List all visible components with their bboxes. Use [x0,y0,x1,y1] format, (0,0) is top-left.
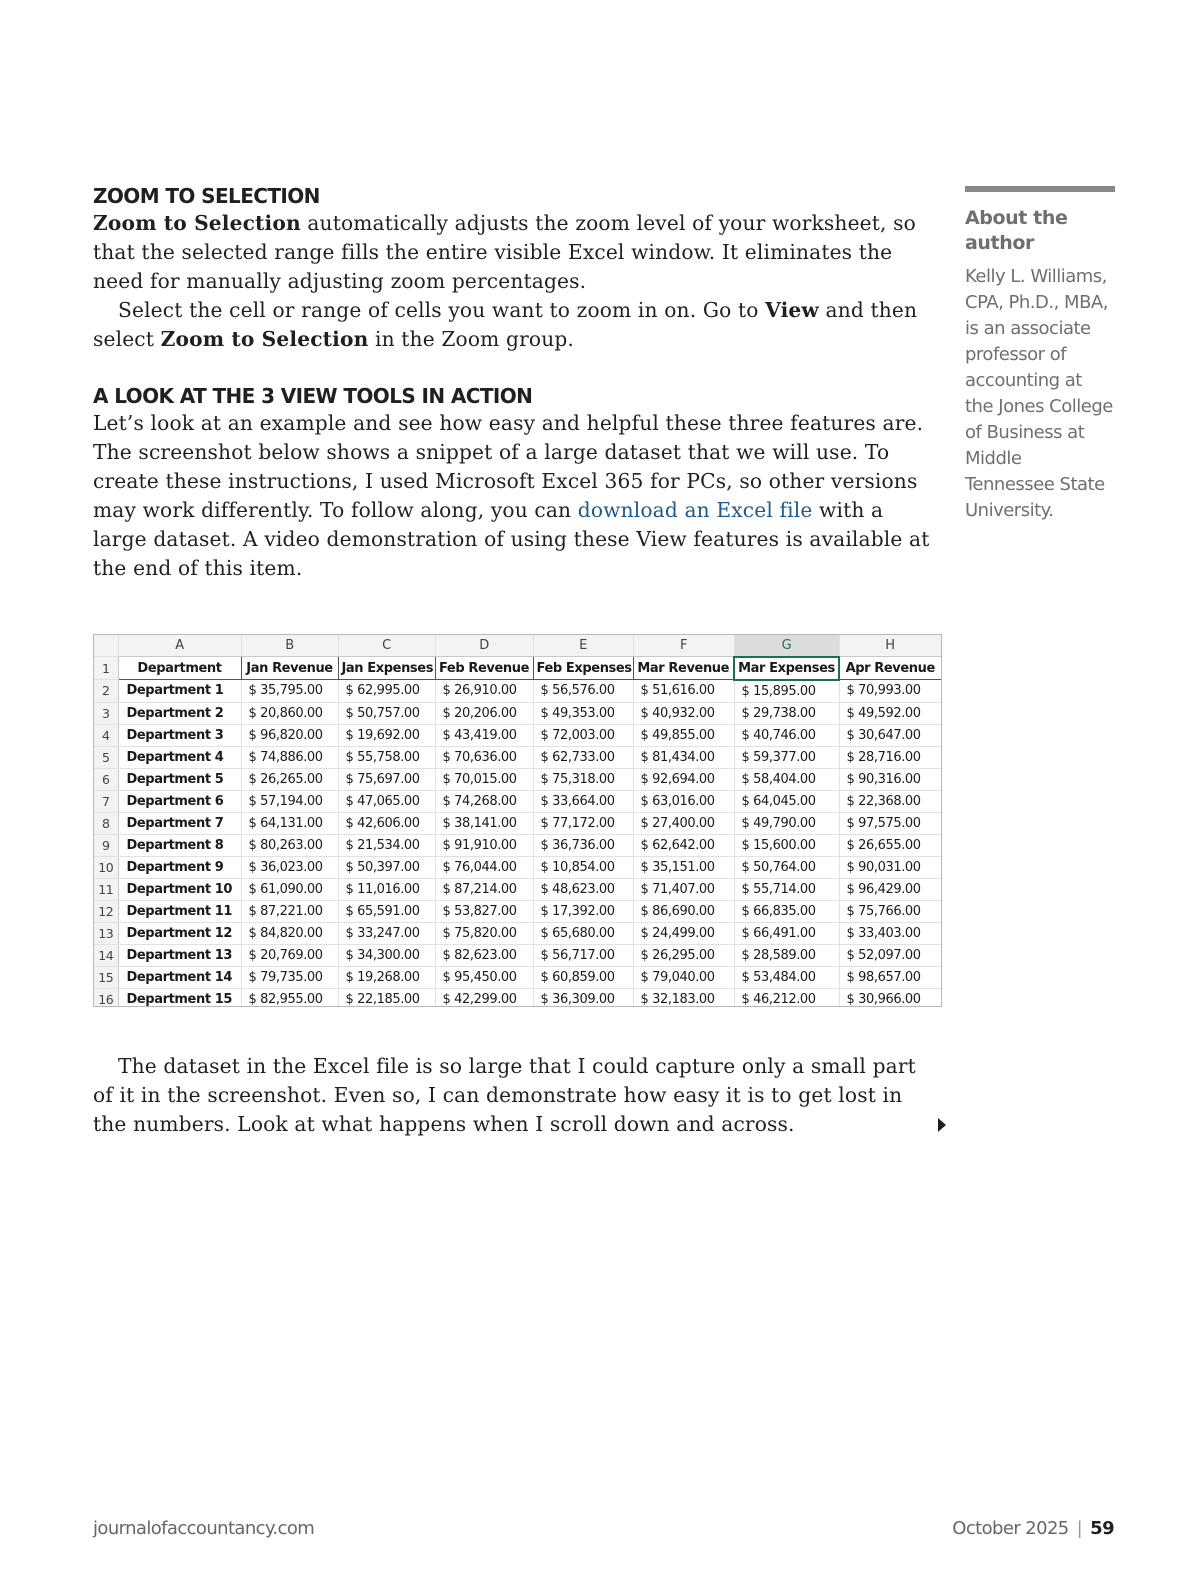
zoom-instructions-paragraph [93,296,938,354]
amount-cell[interactable]: $ 62,995.00 [338,680,435,703]
amount-cell[interactable]: $ 75,820.00 [435,922,533,944]
amount-cell[interactable]: $ 26,910.00 [435,680,533,703]
amount-cell[interactable]: $ 70,636.00 [435,746,533,768]
amount-cell[interactable]: $ 72,003.00 [533,724,633,746]
amount-cell[interactable]: $ 24,499.00 [633,922,734,944]
table-row [94,812,941,834]
amount-cell[interactable]: $ 62,642.00 [633,834,734,856]
amount-cell[interactable]: $ 75,318.00 [533,768,633,790]
amount-cell[interactable]: $ 21,534.00 [338,834,435,856]
table-row [94,724,941,746]
table-row [94,988,941,1007]
column-header-e[interactable]: E [533,635,633,657]
amount-cell[interactable]: $ 55,758.00 [338,746,435,768]
amount-cell[interactable]: $ 28,716.00 [839,746,941,768]
section-heading-zoom-to-selection: ZOOM TO SELECTION [93,184,320,208]
amount-cell[interactable]: $ 84,820.00 [241,922,338,944]
amount-cell[interactable]: $ 56,717.00 [533,944,633,966]
amount-cell[interactable]: $ 95,450.00 [435,966,533,988]
amount-cell[interactable]: $ 32,183.00 [633,988,734,1007]
table-row [94,856,941,878]
row-number[interactable]: 12 [94,900,118,922]
instr-text-1: Select the cell or range of cells you want to zoom in on. Go to [118,298,766,322]
amount-cell[interactable]: $ 49,790.00 [734,812,839,834]
table-row [94,768,941,790]
amount-cell[interactable]: $ 52,097.00 [839,944,941,966]
amount-cell[interactable]: $ 60,859.00 [533,966,633,988]
amount-cell[interactable]: $ 63,016.00 [633,790,734,812]
amount-cell[interactable]: $ 82,623.00 [435,944,533,966]
sidebar-rule [965,186,1115,192]
row-number[interactable]: 14 [94,944,118,966]
about-author-sidebar [965,186,1115,524]
amount-cell[interactable]: $ 10,854.00 [533,856,633,878]
instr-zoom-bold: Zoom to Selection [160,327,369,351]
amount-cell[interactable]: $ 75,697.00 [338,768,435,790]
row-number[interactable]: 7 [94,790,118,812]
instr-text-2: and then select [93,298,918,351]
header-cell[interactable]: Apr Revenue [839,657,941,680]
table-row [94,746,941,768]
amount-cell[interactable]: $ 57,194.00 [241,790,338,812]
department-cell[interactable]: Department 11 [118,900,241,922]
amount-cell[interactable]: $ 34,300.00 [338,944,435,966]
amount-cell[interactable]: $ 90,031.00 [839,856,941,878]
amount-cell[interactable]: $ 75,766.00 [839,900,941,922]
amount-cell[interactable]: $ 66,491.00 [734,922,839,944]
amount-cell[interactable]: $ 98,657.00 [839,966,941,988]
view-tools-text-1: Let’s look at an example and see how easy and helpful these three features are. The screenshot below shows a snippet of a large dataset that we will use. To create these instructions, I used Microsoft Excel 365 for PCs, so other versions may work differently. To follow along, you can [93,411,924,522]
amount-cell[interactable]: $ 96,429.00 [839,878,941,900]
department-cell[interactable]: Department 7 [118,812,241,834]
amount-cell[interactable]: $ 51,616.00 [633,680,734,703]
column-header-a[interactable]: A [118,635,241,657]
amount-cell[interactable]: $ 65,591.00 [338,900,435,922]
amount-cell[interactable]: $ 15,600.00 [734,834,839,856]
amount-cell[interactable]: $ 19,692.00 [338,724,435,746]
row-number[interactable]: 9 [94,834,118,856]
department-cell[interactable]: Department 6 [118,790,241,812]
amount-cell[interactable]: $ 27,400.00 [633,812,734,834]
zoom-term-bold: Zoom to Selection [93,211,301,235]
amount-cell[interactable]: $ 40,932.00 [633,702,734,724]
column-header-d[interactable]: D [435,635,533,657]
amount-cell[interactable]: $ 28,589.00 [734,944,839,966]
amount-cell[interactable]: $ 71,407.00 [633,878,734,900]
row-number[interactable]: 4 [94,724,118,746]
table-row [94,702,941,724]
row-number[interactable]: 11 [94,878,118,900]
about-author-bio: Kelly L. Williams, CPA, Ph.D., MBA, is an associate professor of accounting at the Jones College of Business at Middle Tennessee State University. [965,266,1113,521]
table-row [94,900,941,922]
instr-view-bold: View [765,298,819,322]
department-cell[interactable]: Department 14 [118,966,241,988]
amount-cell[interactable]: $ 46,212.00 [734,988,839,1007]
table-row [94,966,941,988]
amount-cell[interactable]: $ 48,623.00 [533,878,633,900]
column-header-b[interactable]: B [241,635,338,657]
continuation-paragraph: The dataset in the Excel file is so large that I could capture only a small part of it in the screenshot. Even so, I can demonstrate how easy it is to get lost in the numbers. Look at what happens when I scroll down and across. [93,1054,916,1136]
column-header-c[interactable]: C [338,635,435,657]
department-cell[interactable]: Department 4 [118,746,241,768]
amount-cell[interactable]: $ 22,368.00 [839,790,941,812]
footer-issue: October 2025 [952,1518,1069,1539]
header-cell[interactable]: Jan Revenue [241,657,338,680]
amount-cell[interactable]: $ 49,592.00 [839,702,941,724]
table-row [94,878,941,900]
amount-cell[interactable]: $ 82,955.00 [241,988,338,1007]
amount-cell[interactable]: $ 49,855.00 [633,724,734,746]
view-tools-paragraph [93,409,938,583]
amount-cell[interactable]: $ 50,764.00 [734,856,839,878]
column-letter-row [94,635,941,657]
department-cell[interactable]: Department 10 [118,878,241,900]
department-cell[interactable]: Department 13 [118,944,241,966]
amount-cell[interactable]: $ 20,860.00 [241,702,338,724]
amount-cell[interactable]: $ 65,680.00 [533,922,633,944]
amount-cell[interactable]: $ 77,172.00 [533,812,633,834]
download-excel-link[interactable]: download an Excel file [577,498,813,522]
continuation-paragraph-block [93,1052,933,1139]
amount-cell[interactable]: $ 43,419.00 [435,724,533,746]
footer-separator: | [1076,1518,1083,1539]
amount-cell[interactable]: $ 81,434.00 [633,746,734,768]
amount-cell[interactable]: $ 26,265.00 [241,768,338,790]
header-cell[interactable]: Feb Expenses [533,657,633,680]
continue-arrow-icon [938,1118,946,1132]
table-header-row [94,657,941,680]
header-cell[interactable]: Jan Expenses [338,657,435,680]
excel-screenshot [93,634,942,1007]
amount-cell[interactable]: $ 35,151.00 [633,856,734,878]
row-number[interactable]: 16 [94,988,118,1007]
amount-cell[interactable]: $ 87,221.00 [241,900,338,922]
amount-cell[interactable]: $ 38,141.00 [435,812,533,834]
column-header-f[interactable]: F [633,635,734,657]
spreadsheet-table [94,635,942,1007]
row-number[interactable]: 13 [94,922,118,944]
amount-cell[interactable]: $ 74,268.00 [435,790,533,812]
row-number[interactable]: 10 [94,856,118,878]
table-row [94,944,941,966]
amount-cell[interactable]: $ 15,895.00 [734,680,839,703]
amount-cell[interactable]: $ 87,214.00 [435,878,533,900]
amount-cell[interactable]: $ 79,735.00 [241,966,338,988]
department-cell[interactable]: Department 15 [118,988,241,1007]
department-cell[interactable]: Department 5 [118,768,241,790]
table-row [94,922,941,944]
amount-cell[interactable]: $ 61,090.00 [241,878,338,900]
amount-cell[interactable]: $ 36,023.00 [241,856,338,878]
amount-cell[interactable]: $ 20,769.00 [241,944,338,966]
row-number[interactable]: 5 [94,746,118,768]
amount-cell[interactable]: $ 90,316.00 [839,768,941,790]
amount-cell[interactable]: $ 80,263.00 [241,834,338,856]
amount-cell[interactable]: $ 55,714.00 [734,878,839,900]
amount-cell[interactable]: $ 97,575.00 [839,812,941,834]
amount-cell[interactable]: $ 92,694.00 [633,768,734,790]
table-row [94,834,941,856]
amount-cell[interactable]: $ 35,795.00 [241,680,338,703]
row-number[interactable]: 3 [94,702,118,724]
amount-cell[interactable]: $ 62,733.00 [533,746,633,768]
amount-cell[interactable]: $ 53,484.00 [734,966,839,988]
amount-cell[interactable]: $ 56,576.00 [533,680,633,703]
amount-cell[interactable]: $ 74,886.00 [241,746,338,768]
amount-cell[interactable]: $ 91,910.00 [435,834,533,856]
amount-cell[interactable]: $ 17,392.00 [533,900,633,922]
about-author-title: About the author [965,207,1068,254]
amount-cell[interactable]: $ 29,738.00 [734,702,839,724]
amount-cell[interactable]: $ 59,377.00 [734,746,839,768]
amount-cell[interactable]: $ 64,045.00 [734,790,839,812]
header-cell[interactable]: Feb Revenue [435,657,533,680]
amount-cell[interactable]: $ 86,690.00 [633,900,734,922]
header-cell[interactable]: Mar Revenue [633,657,734,680]
amount-cell[interactable]: $ 22,185.00 [338,988,435,1007]
select-all-corner[interactable] [94,635,118,657]
amount-cell[interactable]: $ 42,299.00 [435,988,533,1007]
amount-cell[interactable]: $ 26,655.00 [839,834,941,856]
column-header-h[interactable]: H [839,635,941,657]
row-number[interactable]: 15 [94,966,118,988]
amount-cell[interactable]: $ 53,827.00 [435,900,533,922]
amount-cell[interactable]: $ 70,993.00 [839,680,941,703]
footer-issue-page [952,1518,1114,1539]
zoom-description-paragraph [93,209,938,296]
view-tools-text-2: with a large dataset. A video demonstration of using these View features is available at the end of this item. [93,498,930,580]
amount-cell[interactable]: $ 47,065.00 [338,790,435,812]
amount-cell[interactable]: $ 64,131.00 [241,812,338,834]
amount-cell[interactable]: $ 70,015.00 [435,768,533,790]
amount-cell[interactable]: $ 50,757.00 [338,702,435,724]
amount-cell[interactable]: $ 49,353.00 [533,702,633,724]
amount-cell[interactable]: $ 33,247.00 [338,922,435,944]
department-cell[interactable]: Department 8 [118,834,241,856]
amount-cell[interactable]: $ 20,206.00 [435,702,533,724]
department-cell[interactable]: Department 9 [118,856,241,878]
amount-cell[interactable]: $ 36,309.00 [533,988,633,1007]
department-cell[interactable]: Department 12 [118,922,241,944]
row-number[interactable]: 2 [94,680,118,703]
amount-cell[interactable]: $ 33,664.00 [533,790,633,812]
row-number[interactable]: 8 [94,812,118,834]
row-number[interactable]: 6 [94,768,118,790]
amount-cell[interactable]: $ 11,016.00 [338,878,435,900]
section-heading-view-tools: A LOOK AT THE 3 VIEW TOOLS IN ACTION [93,384,533,408]
amount-cell[interactable]: $ 26,295.00 [633,944,734,966]
instr-text-3: in the Zoom group. [368,327,574,351]
article-main-column [93,183,938,583]
amount-cell[interactable]: $ 58,404.00 [734,768,839,790]
amount-cell[interactable]: $ 76,044.00 [435,856,533,878]
row-number[interactable]: 1 [94,657,118,680]
amount-cell[interactable]: $ 36,736.00 [533,834,633,856]
table-row [94,790,941,812]
department-cell[interactable]: Department 2 [118,702,241,724]
column-header-g[interactable]: G [734,635,839,657]
amount-cell[interactable]: $ 40,746.00 [734,724,839,746]
footer-site: journalofaccountancy.com [93,1518,315,1539]
amount-cell[interactable]: $ 19,268.00 [338,966,435,988]
amount-cell[interactable]: $ 42,606.00 [338,812,435,834]
amount-cell[interactable]: $ 50,397.00 [338,856,435,878]
amount-cell[interactable]: $ 96,820.00 [241,724,338,746]
amount-cell[interactable]: $ 30,966.00 [839,988,941,1007]
header-cell[interactable]: Department [118,657,241,680]
amount-cell[interactable]: $ 33,403.00 [839,922,941,944]
amount-cell[interactable]: $ 79,040.00 [633,966,734,988]
department-cell[interactable]: Department 3 [118,724,241,746]
table-row [94,680,941,703]
amount-cell[interactable]: $ 30,647.00 [839,724,941,746]
department-cell[interactable]: Department 1 [118,680,241,703]
footer-page-number: 59 [1090,1518,1114,1539]
amount-cell[interactable]: $ 66,835.00 [734,900,839,922]
zoom-description-text: automatically adjusts the zoom level of your worksheet, so that the selected range fills the entire visible Excel window. It eliminates the need for manually adjusting zoom percentages. [93,211,916,293]
header-cell-selected[interactable]: Mar Expenses [734,657,839,680]
